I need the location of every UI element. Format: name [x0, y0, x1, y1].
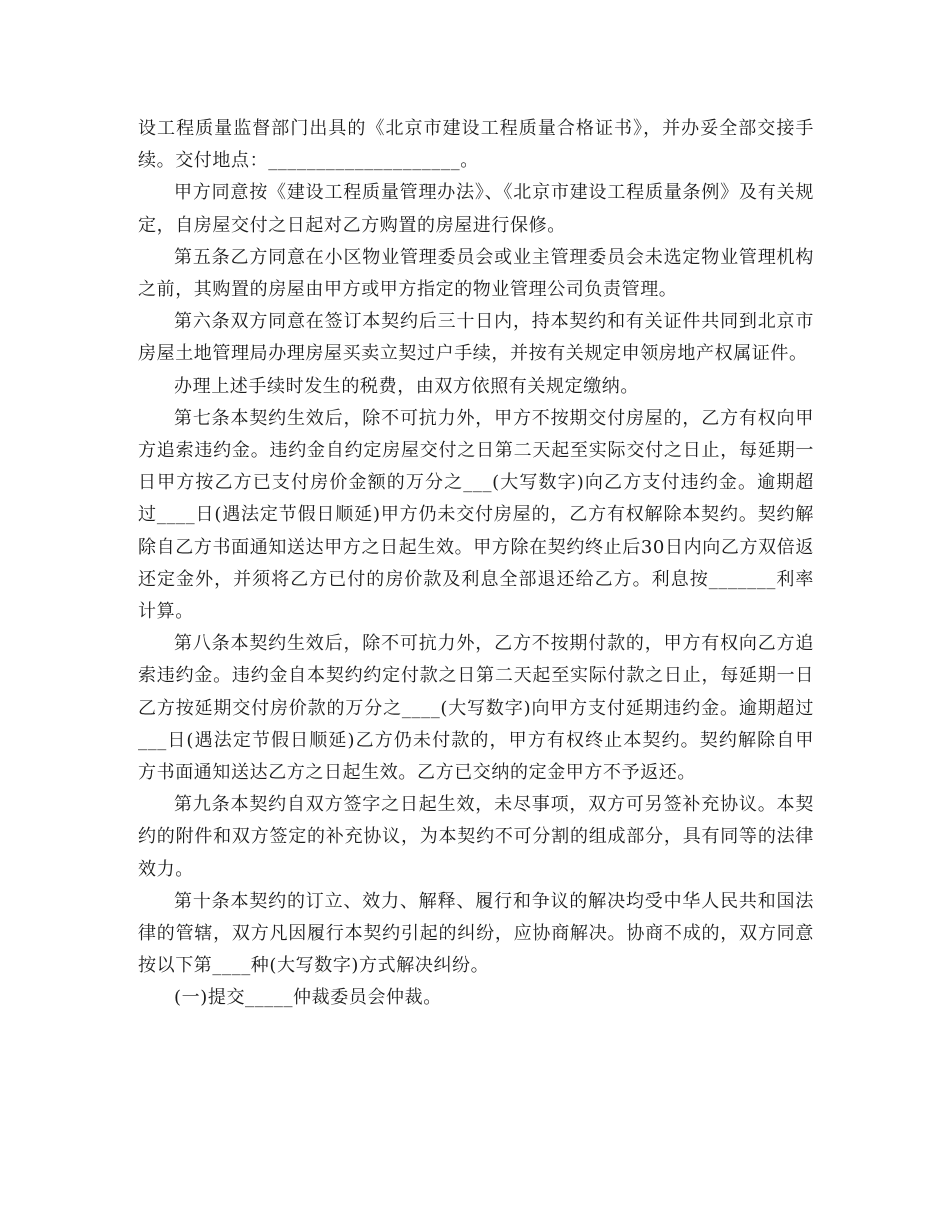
- paragraph-article-7: 第七条本契约生效后，除不可抗力外，甲方不按期交付房屋的，乙方有权向甲方追索违约金。违约金自约定房屋交付之日第二天起至实际交付之日止，每延期一日甲方按乙方已支付房价金额的万分之___(大写数字)向乙方支付违约金。逾期超过____日(遇法定节假日顺延)甲方仍未交付房屋的，乙方有权解除本契约。契约解除自乙方书面通知送达甲方之日起生效。甲方除在契约终止后30日内向乙方双倍返还定金外，并须将乙方已付的房价款及利息全部退还给乙方。利息按_______利率计算。: [138, 407, 814, 623]
- paragraph-article-6: 第六条双方同意在签订本契约后三十日内，持本契约和有关证件共同到北京市房屋土地管理局办理房屋买卖立契过户手续，并按有关规定申领房地产权属证件。: [138, 311, 814, 365]
- paragraph-delivery-location: 设工程质量监督部门出具的《北京市建设工程质量合格证书》，并办妥全部交接手续。交付地点：____________________。: [138, 118, 814, 172]
- paragraph-article-10: 第十条本契约的订立、效力、解释、履行和争议的解决均受中华人民共和国法律的管辖，双方凡因履行本契约引起的纠纷，应协商解决。协商不成的，双方同意按以下第____种(大写数字)方式解决纠纷。: [138, 890, 814, 977]
- paragraph-article-8: 第八条本契约生效后，除不可抗力外，乙方不按期付款的，甲方有权向乙方追索违约金。违约金自本契约约定付款之日第二天起至实际付款之日止，每延期一日乙方按延期交付房价款的万分之____(大写数字)向甲方支付延期违约金。逾期超过___日(遇法定节假日顺延)乙方仍未付款的，甲方有权终止本契约。契约解除自甲方书面通知送达乙方之日起生效。乙方已交纳的定金甲方不予返还。: [138, 633, 814, 784]
- paragraph-article-5: 第五条乙方同意在小区物业管理委员会或业主管理委员会未选定物业管理机构之前，其购置的房屋由甲方或甲方指定的物业管理公司负责管理。: [138, 246, 814, 301]
- paragraph-article-9: 第九条本契约自双方签字之日起生效，未尽事项，双方可另签补充协议。本契约的附件和双方签定的补充协议，为本契约不可分割的组成部分，具有同等的法律效力。: [138, 794, 814, 880]
- paragraph-taxes: 办理上述手续时发生的税费，由双方依照有关规定缴纳。: [174, 375, 639, 397]
- contract-body: [138, 113, 814, 1015]
- paragraph-warranty: 甲方同意按《建设工程质量管理办法》、《北京市建设工程质量条例》及有关规定，自房屋交付之日起对乙方购置的房屋进行保修。: [138, 182, 814, 236]
- paragraph-arbitration-option-1: (一)提交_____仲裁委员会仲裁。: [174, 987, 442, 1009]
